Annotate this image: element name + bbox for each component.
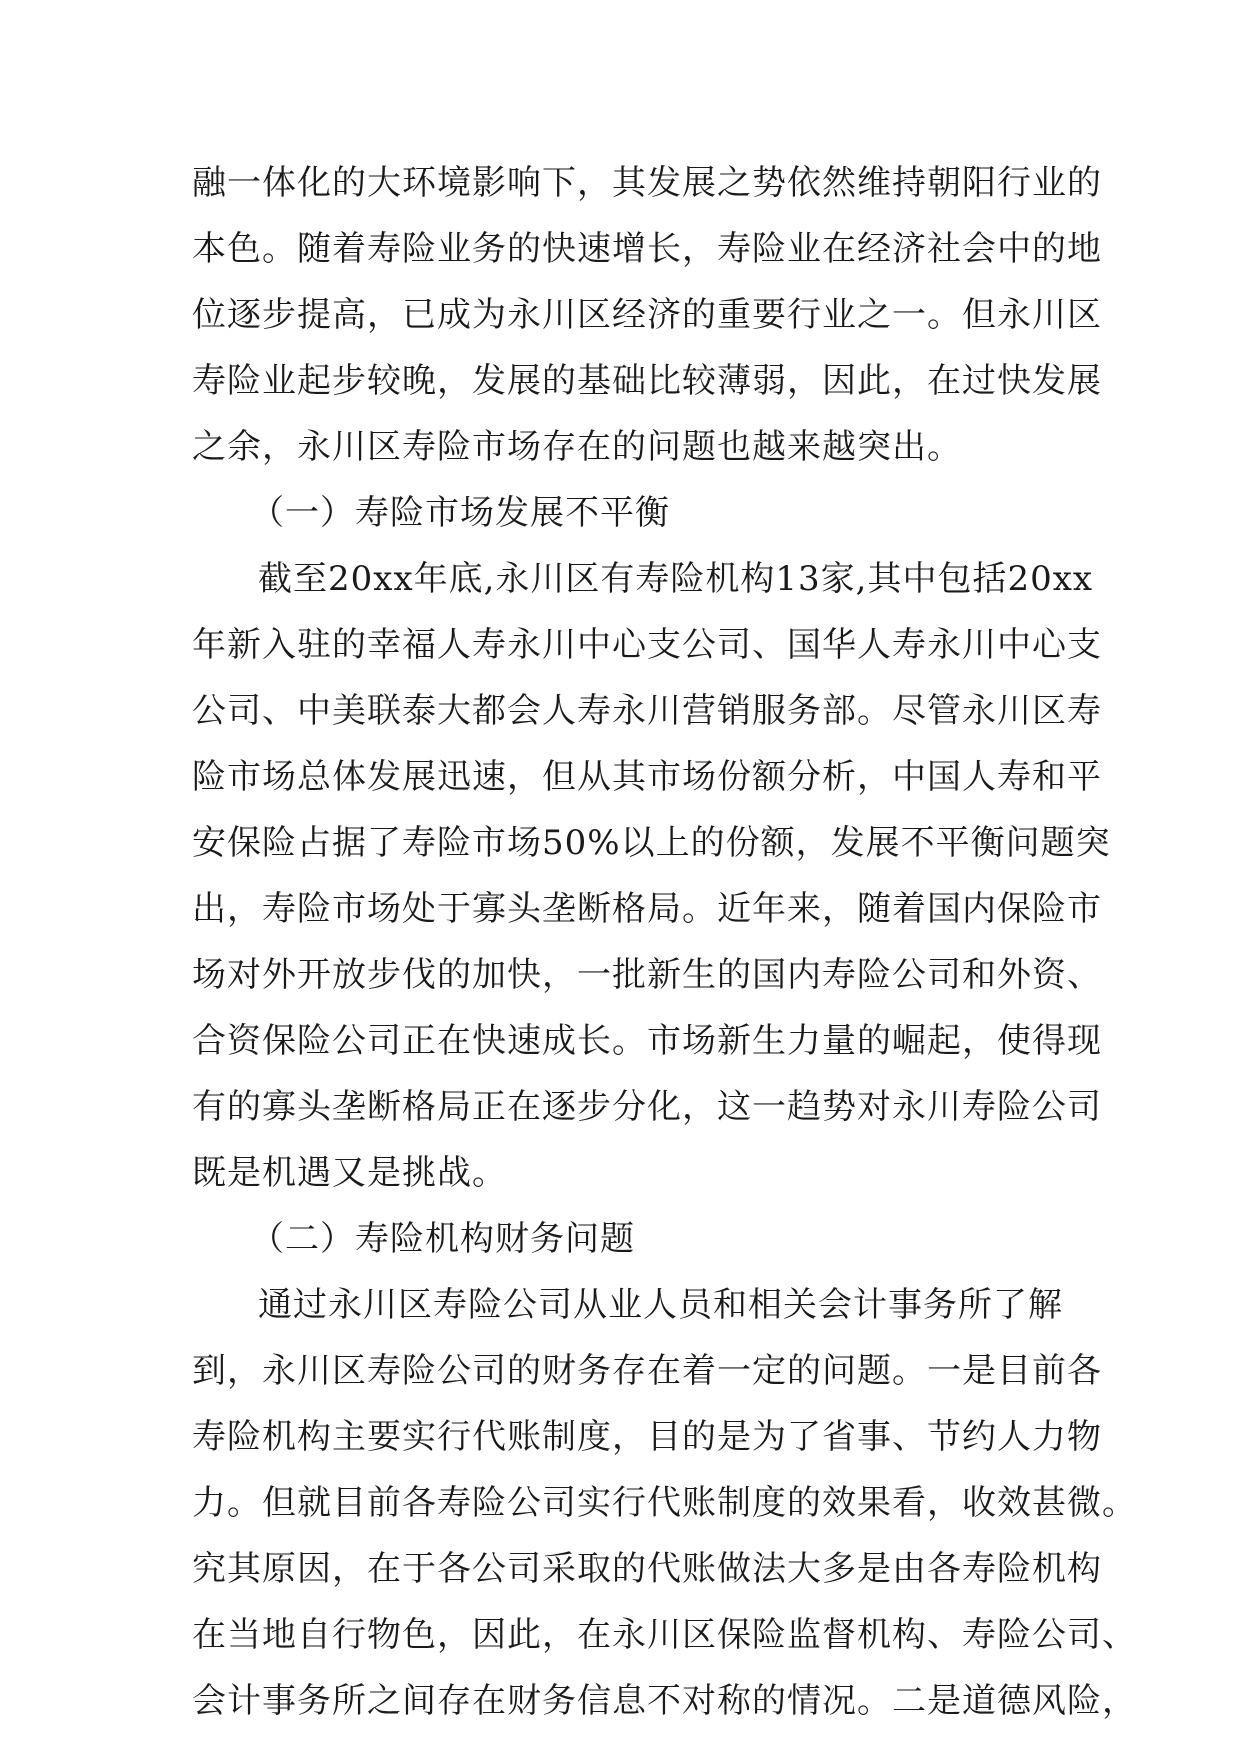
- text-line: 通过永川区寿险公司从业人员和相关会计事务所了解: [258, 1285, 1063, 1325]
- text-line: 到，永川区寿险公司的财务存在着一定的问题。一是目前各: [192, 1351, 1102, 1391]
- text-line: 年新入驻的幸福人寿永川中心支公司、国华人寿永川中心支: [192, 625, 1102, 665]
- text-line: 在当地自行物色，因此，在永川区保险监督机构、寿险公司、: [192, 1615, 1137, 1655]
- section-heading: （二）寿险机构财务问题: [250, 1219, 635, 1259]
- text-line: 会计事务所之间存在财务信息不对称的情况。二是道德风险，: [192, 1681, 1137, 1721]
- text-line: 场对外开放步伐的加快，一批新生的国内寿险公司和外资、: [192, 955, 1102, 995]
- text-line: 融一体化的大环境影响下，其发展之势依然维持朝阳行业的: [192, 163, 1102, 203]
- text-line: 有的寡头垄断格局正在逐步分化，这一趋势对永川寿险公司: [192, 1087, 1102, 1127]
- text-line: 寿险业起步较晚，发展的基础比较薄弱，因此，在过快发展: [192, 361, 1102, 401]
- text-line: 出，寿险市场处于寡头垄断格局。近年来，随着国内保险市: [192, 889, 1102, 929]
- text-line: 截至20xx年底,永川区有寿险机构13家,其中包括20xx: [258, 559, 1094, 599]
- text-line: 本色。随着寿险业务的快速增长，寿险业在经济社会中的地: [192, 229, 1102, 269]
- text-line: 之余，永川区寿险市场存在的问题也越来越突出。: [192, 427, 962, 467]
- text-line: 公司、中美联泰大都会人寿永川营销服务部。尽管永川区寿: [192, 691, 1102, 731]
- text-line: 力。但就目前各寿险公司实行代账制度的效果看，收效甚微。: [192, 1483, 1137, 1523]
- text-line: 究其原因，在于各公司采取的代账做法大多是由各寿险机构: [192, 1549, 1102, 1589]
- text-line: 安保险占据了寿险市场50%以上的份额，发展不平衡问题突: [192, 823, 1111, 863]
- text-line: 合资保险公司正在快速成长。市场新生力量的崛起，使得现: [192, 1021, 1102, 1061]
- text-line: 寿险机构主要实行代账制度，目的是为了省事、节约人力物: [192, 1417, 1102, 1457]
- text-line: 险市场总体发展迅速，但从其市场份额分析，中国人寿和平: [192, 757, 1102, 797]
- text-line: 既是机遇又是挑战。: [192, 1153, 507, 1193]
- section-heading: （一）寿险市场发展不平衡: [250, 493, 670, 533]
- text-line: 位逐步提高，已成为永川区经济的重要行业之一。但永川区: [192, 295, 1102, 335]
